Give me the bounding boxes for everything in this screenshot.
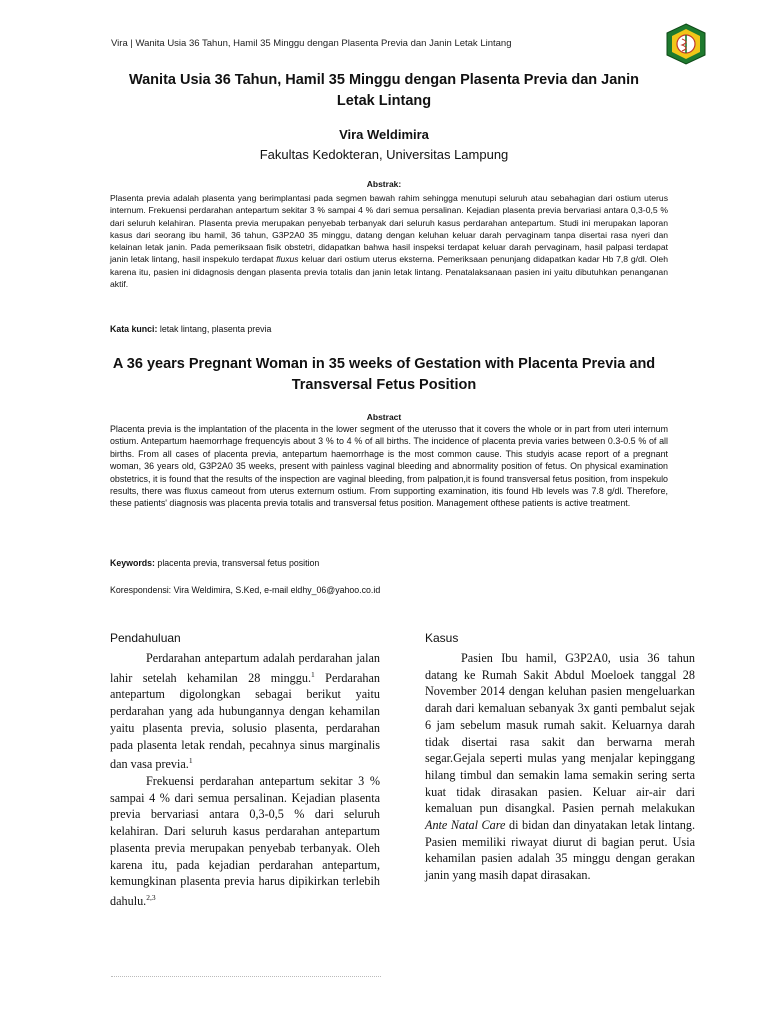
title-english: A 36 years Pregnant Woman in 35 weeks of Gestation with Placenta Previa and Transversal Fetus Position [112,356,656,393]
author-name: Vira Weldimira [339,127,429,142]
kata-kunci-value: letak lintang, plasenta previa [157,324,272,334]
keywords-label: Keywords: [110,558,155,568]
abstrak-body [110,192,668,290]
pendahuluan-p1a: Perdarahan antepartum adalah perdarahan jalan lahir setelah kehamilan 28 minggu. [110,651,380,685]
abstrak-heading: Abstrak: [366,179,402,189]
university-crest-icon [664,22,708,66]
footer-divider [111,976,381,979]
kata-kunci-label: Kata kunci: [110,324,158,334]
citation-sup: 2,3 [146,892,156,902]
section-heading-pendahuluan: Pendahuluan [110,631,181,645]
correspondence: Korespondensi: Vira Weldimira, S.Ked, e-mail eldhy_06@yahoo.co.id [110,585,381,595]
section-heading-kasus: Kasus [425,631,459,645]
column-kasus [425,631,695,884]
abstract-heading: Abstract [366,412,402,422]
kasus-p1b: di bidan dan dinyatakan letak lintang. Pasien memiliki riwayat diurut di bagian perut. Usia kehamilan pasien adalah 35 minggu dengan gerakan janin yang masih dapat dirasakan. [425,818,695,883]
kasus-italic-term: Ante Natal Care [425,818,506,833]
citation-sup: 1 [188,756,193,766]
abstrak-italic-term: fluxus [276,254,299,265]
keywords-value: placenta previa, transversal fetus position [154,558,320,568]
author-affiliation: Fakultas Kedokteran, Universitas Lampung [259,147,509,162]
abstract-body: Placenta previa is the implantation of the placenta in the lower segment of the uterusso that it covers the whole or in part from uteri internum ostium. Antepartum haemorrhage frequencyis about 3 % to 4 % of all births. The incidence of placenta previa varies between 0.3-0.5 % of all births. From all cases of placenta previa, antepartum haemorrhage is the most common cause. This studyis acase report of a pregnant woman, 36 years old, G3P2A0 35 weeks, present with painless vaginal bleeding and abnormality position of fetus. On physical examination obstetrics, it is found that the results of the inspection are vaginal bleeding, from palpation,it is found transversal fetus position, from inspekulo results, there was fluxus cameout from uterus externum ostium. From supporting examination, itis found Hb levels was 7.8 g/dl. Therefore, these patients' diagnosis was placenta previa totalis and transversal fetus position. Management ofthese patients is active treatment. [110,424,668,509]
kasus-p1a: Pasien Ibu hamil, G3P2A0, usia 36 tahun datang ke Rumah Sakit Abdul Moeloek tanggal 28 November 2014 dengan keluhan pasien mengeluarkan darah dari kemaluan sebanyak 3x ganti pembalut sejak 6 jam sebelum masuk rumah sakit. Keluarnya darah tidak disertai rasa sakit dan berwarna merah segar.Gejala seperti mulas yang menjalar kepinggang hilang timbul dan semakin lama semakin sering serta kuat tidak dirasakan pasien. Keluar air-air dari kemaluan pun disangkal. Pasien pernah melakukan [425,651,695,816]
title-indonesian: Wanita Usia 36 Tahun, Hamil 35 Minggu dengan Plasenta Previa dan Janin Letak Lintang [128,72,640,109]
keywords [110,558,319,568]
pendahuluan-paragraph-2 [110,773,380,910]
running-header: Vira | Wanita Usia 36 Tahun, Hamil 35 Minggu dengan Plasenta Previa dan Janin Letak Lintang [111,38,512,49]
pendahuluan-p2: Frekuensi perdarahan antepartum sekitar 3 % sampai 4 % dari semua persalinan. Kejadian plasenta previa bervariasi antara 0,3-0,5 % dari seluruh kelahiran. Dari seluruh kasus perdarahan antepartum plasenta previa merupakan penyebab terbanyak. Oleh karena itu, pada kejadian perdarahan antepartum, kemungkinan plasenta previa harus dipikirkan terlebih dahulu. [110,774,380,909]
abstrak-text: Plasenta previa adalah plasenta yang berimplantasi pada segmen bawah rahim sehingga menutupi seluruh atau sebahagian dari ostium uterus internum. Frekuensi perdarahan antepartum sekitar 3 % sampai 4 % dari semua persalinan. Kejadian plasenta previa bervariasi antara 0,3-0,5 % dari seluruh kelahiran. Plasenta previa merupakan penyebab terbanyak dari seluruh kasus perdarahan antepartum. Studi ini merupakan laporan kasus dari seorang ibu hamil, 36 tahun, G3P2A0 35 minggu, datang dengan keluhan keluar darah pervaginam tanpa disertai rasa nyeri dan kelainan letak janin. Pada pemeriksaan fisik obstetri, didapatkan bahwa hasil inspeksi terdapat keluar darah pervaginam, hasil palpasi terdapat janin letak lintang, hasil inspekulo terdapat [110,193,668,265]
kata-kunci [110,324,271,334]
pendahuluan-paragraph-1 [110,650,380,773]
citation-sup: 1 [311,669,315,679]
kasus-paragraph-1 [425,650,695,884]
pendahuluan-p1b: Perdarahan antepartum digolongkan sebagai berikut yaitu perdarahan yang ada hubungannya dengan kehamilan yaitu plasenta previa, solusio plasenta, perdarahan pada plasenta letak rendah, pecahnya sinus marginalis dan vasa previa. [110,670,380,772]
column-pendahuluan [110,631,380,910]
abstrak-text-end: keluar dari ostium uterus eksterna. Pemeriksaan penunjang didapatkan kadar Hb 7,8 g/dl. Oleh karena itu, pasien ini didagnosis dengan plasenta previa totalis dan janin letak lintang. Penatalaksanaan pasien ini yaitu dibutuhkan penanganan aktif. [110,254,668,290]
